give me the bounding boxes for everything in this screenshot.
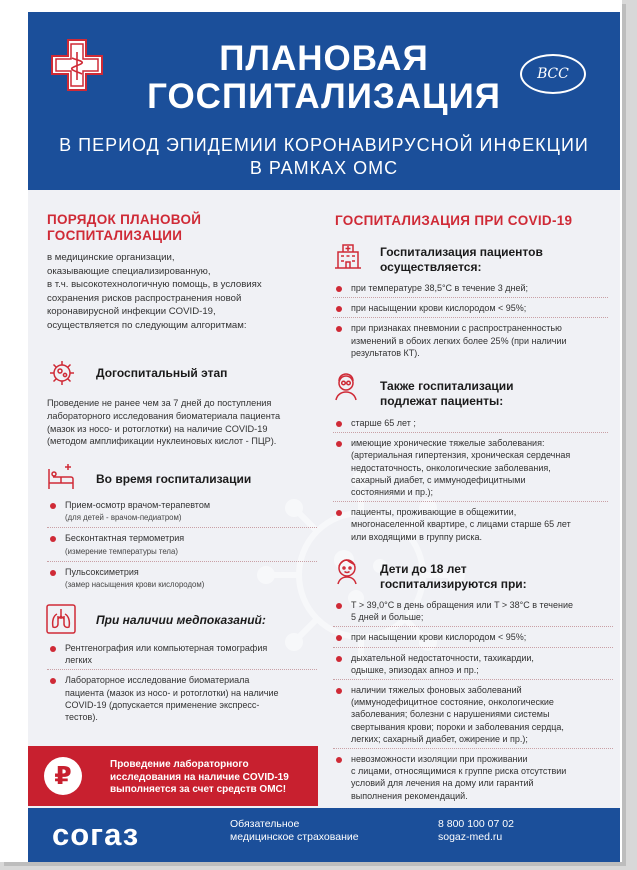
- stage3-title: При наличии медпоказаний:: [96, 613, 266, 627]
- title-line: Также госпитализации: [380, 379, 514, 393]
- item-line: многонаселенной квартире, с лицами старше 65 лет: [351, 519, 571, 530]
- list-item: [333, 626, 613, 643]
- intro-text: [47, 251, 262, 332]
- item-line: с лицами, относящимися к группе риска отсутствии: [351, 766, 567, 777]
- item-line: (иммунодефицитное состояние, онкологические: [351, 697, 554, 708]
- item-line: свертывания крови; пороки и заболевания сердца,: [351, 721, 564, 732]
- left-heading-line2: ГОСПИТАЛИЗАЦИИ: [47, 228, 183, 243]
- item-line: невозможности изоляции при проживании: [351, 754, 528, 765]
- stage1-line: (мазок из носо- и ротоглотки) на наличие COVID-19: [47, 423, 268, 434]
- block1-title: [380, 245, 543, 275]
- item-main: Пульсоксиметрия: [65, 566, 139, 577]
- item-line: недостаточность, онкологические заболевания,: [351, 462, 551, 473]
- block3-title: [380, 562, 527, 592]
- intro-line: коронавирусной инфекции COVID-19,: [47, 306, 216, 317]
- list-item: [333, 417, 608, 429]
- title-line2: ГОСПИТАЛИЗАЦИЯ: [147, 77, 501, 116]
- title-line1: ПЛАНОВАЯ: [219, 39, 429, 78]
- oms-note: [28, 746, 318, 806]
- stage1-text: [47, 397, 280, 448]
- item-line: или входящими в группу риска.: [351, 531, 482, 542]
- item-line: пациента (мазок из носо- и ротоглотки) на наличие: [65, 687, 279, 698]
- list-item: [47, 527, 317, 557]
- item-line: имеющие хронические тяжелые заболевания:: [351, 438, 545, 449]
- hospital-bed-icon: [46, 463, 76, 493]
- subtitle-line2: В РАМКАХ ОМС: [249, 158, 399, 178]
- child-icon: [332, 556, 362, 586]
- sogaz-logo: согаз: [52, 817, 140, 852]
- item-sub: (измерение температуры тела): [65, 546, 178, 556]
- item-line: (артериальная гипертензия, хроническая сердечная: [351, 450, 571, 461]
- list-item: [47, 499, 317, 524]
- item-line: при признаках пневмонии с распространенностью: [351, 323, 562, 334]
- item-line: пациенты, проживающие в общежитии,: [351, 507, 517, 518]
- item-line: Лабораторное исследование биоматериала: [65, 675, 250, 686]
- stage1-line: Проведение не ранее чем за 7 дней до поступления: [47, 398, 272, 408]
- item-line: одышке, эпизодах апноэ и пр.;: [351, 664, 479, 675]
- phone-number[interactable]: 8 800 100 07 02: [438, 818, 514, 830]
- list-item: [333, 647, 613, 676]
- insurance-line: Обязательное: [230, 818, 300, 830]
- item-sub: (для детей - врачом-педиатром): [65, 513, 182, 523]
- list-item: [47, 561, 317, 591]
- item-line: тестов).: [65, 712, 98, 723]
- stage2-list: [47, 499, 317, 594]
- block2-title: [380, 379, 514, 409]
- footer: [28, 808, 620, 862]
- item-line: легких: [65, 655, 93, 666]
- title-line: госпитализируются при:: [380, 577, 527, 591]
- item-line: изменений в обоих легких более 25% (при наличии: [351, 335, 567, 346]
- intro-line: осуществляется по следующим алгоритмам:: [47, 319, 247, 331]
- title-line: подлежат пациенты:: [380, 394, 504, 408]
- block1-list: [333, 282, 608, 362]
- item-line: выполнения рекомендаций.: [351, 790, 468, 801]
- item-line: результатов КТ).: [351, 347, 420, 358]
- stage2-title: Во время госпитализации: [96, 472, 252, 486]
- item-line: при насыщении крови кислородом < 95%;: [351, 303, 527, 314]
- insurance-label: [230, 818, 359, 844]
- item-line: сахарный диабет, с иммунодефицитными: [351, 474, 526, 485]
- list-item: [333, 748, 613, 802]
- stage1-line: лабораторного исследования биоматериала пациента: [47, 410, 281, 421]
- block3-list: [333, 599, 613, 805]
- oms-note-text: [110, 759, 289, 797]
- item-line: легких; сахарный диабет, ожирение и пр.);: [351, 733, 528, 744]
- item-sub: (замер насыщения крови кислородом): [65, 580, 205, 590]
- subtitle-line1: В ПЕРИОД ЭПИДЕМИИ КОРОНАВИРУСНОЙ ИНФЕКЦИИ: [59, 135, 589, 155]
- item-line: состояниями и пр.);: [351, 487, 433, 498]
- title-line: Госпитализация пациентов: [380, 245, 543, 259]
- item-line: 5 дней и больше;: [351, 612, 424, 623]
- item-line: COVID-19 (допускается применение экспресс-: [65, 699, 260, 710]
- virus-test-icon: [47, 358, 77, 388]
- stage3-list: [47, 642, 317, 726]
- ruble-icon: ₽: [44, 757, 82, 795]
- list-item: [333, 501, 608, 543]
- item-line: условий для лечения на дому или гарантий: [351, 778, 534, 789]
- note-line: выполняется за счет средств ОМС!: [110, 784, 287, 795]
- intro-line: в т.ч. высокотехнологичную помощь, в условиях: [47, 279, 262, 290]
- header: [28, 12, 620, 190]
- list-item: [333, 282, 608, 294]
- content: [28, 190, 620, 808]
- list-item: [333, 599, 613, 623]
- note-line: Проведение лабораторного: [110, 759, 249, 770]
- item-main: Прием-осмотр врачом-терапевтом: [65, 500, 211, 510]
- lungs-icon: [46, 604, 76, 634]
- list-item: [333, 317, 608, 359]
- list-item: [333, 432, 608, 498]
- list-item: [47, 642, 317, 666]
- item-line: старше 65 лет ;: [351, 418, 416, 428]
- intro-line: в медицинские организации,: [47, 252, 175, 263]
- item-line: при температуре 38,5°C в течение 3 дней;: [351, 283, 529, 293]
- item-line: дыхательной недостаточности, тахикардии,: [351, 652, 534, 663]
- item-line: Рентгенография или компьютерная томография: [65, 643, 268, 653]
- list-item: [333, 679, 613, 745]
- right-heading: ГОСПИТАЛИЗАЦИЯ ПРИ COVID-19: [335, 213, 573, 228]
- insurance-line: медицинское страхование: [230, 831, 359, 843]
- stage1-title: Догоспитальный этап: [96, 366, 228, 380]
- title-line: Дети до 18 лет: [380, 562, 467, 576]
- item-line: заболевания; болезни с нарушениями системы: [351, 709, 550, 720]
- list-item: [47, 669, 317, 723]
- vcc-logo: ВСС: [520, 54, 586, 94]
- list-item: [333, 297, 608, 314]
- item-line: T > 39,0°C в день обращения или T > 38°C в течение: [351, 600, 573, 610]
- stage1-line: (методом амплификации нуклеиновых кислот - ПЦР).: [47, 436, 277, 447]
- contacts: [438, 818, 514, 844]
- intro-line: оказывающие специализированную,: [47, 265, 211, 277]
- title-line: осуществляется:: [380, 260, 482, 274]
- item-main: Бесконтактная термометрия: [65, 533, 185, 544]
- note-line: исследования на наличие COVID-19: [110, 771, 289, 783]
- elderly-person-icon: [331, 372, 361, 402]
- block2-list: [333, 417, 608, 546]
- website-link[interactable]: sogaz-med.ru: [438, 831, 503, 843]
- hospital-building-icon: [333, 240, 363, 270]
- intro-line: сохранения рисков распространения новой: [47, 292, 242, 304]
- item-line: наличии тяжелых фоновых заболеваний: [351, 685, 522, 696]
- item-line: при насыщении крови кислородом < 95%;: [351, 632, 527, 643]
- left-heading-line1: ПОРЯДОК ПЛАНОВОЙ: [47, 212, 202, 227]
